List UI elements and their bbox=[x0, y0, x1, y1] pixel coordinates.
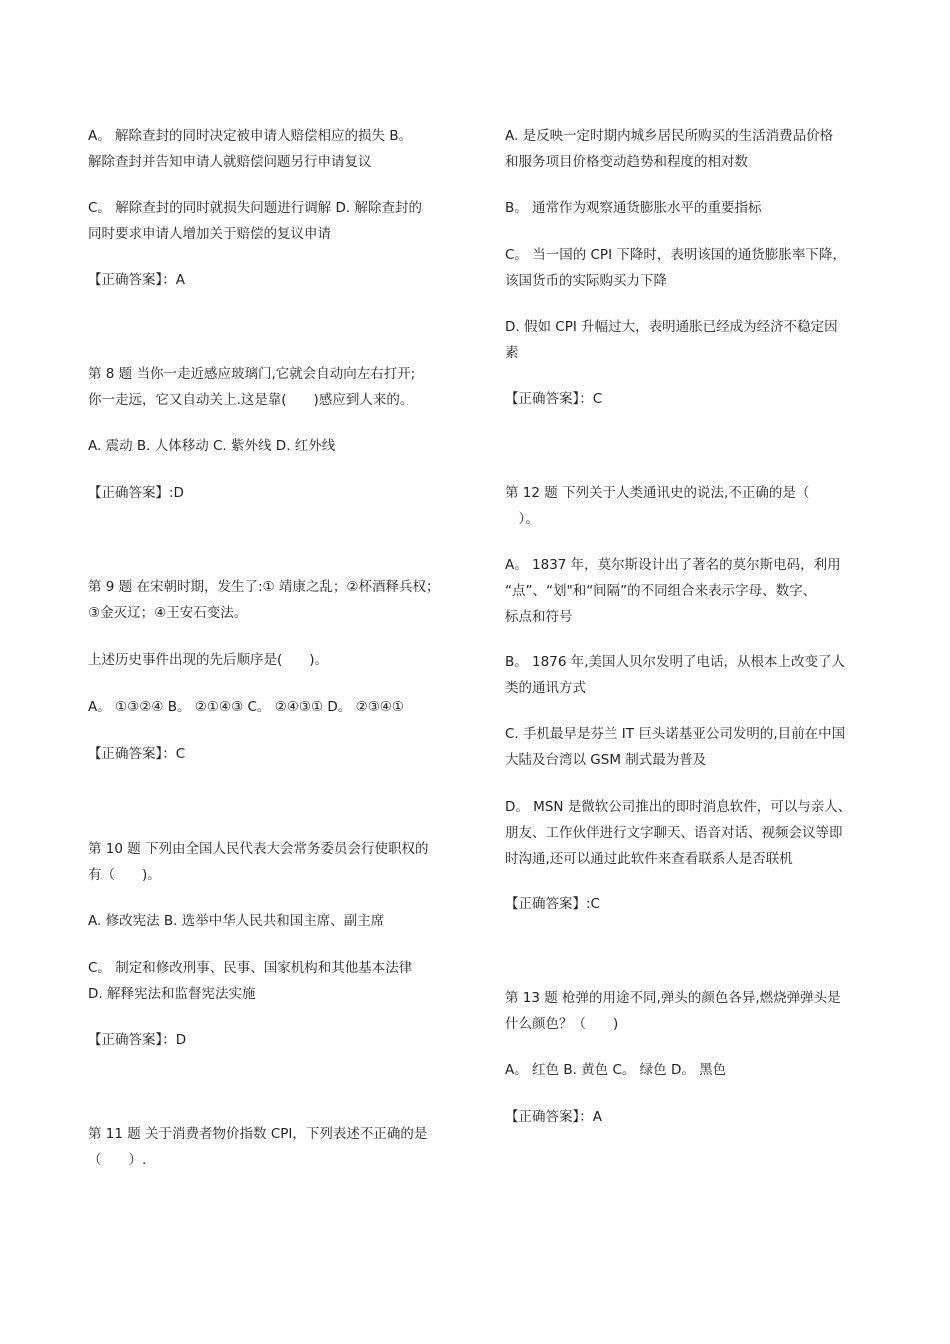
q12-question: 第 12 题 下列关于人类通讯史的说法,不正确的是（ ）。 bbox=[505, 485, 810, 527]
q12-answer: 【正确答案】:C bbox=[505, 896, 600, 912]
q9-options: A。 ①③②④ B。 ②①④③ C。 ②④③① D。 ②③④① bbox=[88, 699, 404, 715]
q9-question: 第 9 题 在宋朝时期，发生了:① 靖康之乱；②杯酒释兵权； ③金灭辽；④王安石变法。 bbox=[88, 579, 440, 621]
q11-question: 第 11 题 关于消费者物价指数 CPI，下列表述不正确的是 （ ）. bbox=[88, 1126, 428, 1168]
q10-options-ab: A. 修改宪法 B. 选举中华人民共和国主席、副主席 bbox=[88, 913, 385, 929]
q12-option-b: B。 1876 年,美国人贝尔发明了电话，从根本上改变了人 类的通讯方式 bbox=[505, 654, 845, 696]
q9-question-continued: 上述历史事件出现的先后顺序是( )。 bbox=[88, 652, 329, 668]
q8-question: 第 8 题 当你一走近感应玻璃门,它就会自动向左右打开; 你一走远，它又自动关上.这是靠( )感应到人来的。 bbox=[88, 366, 416, 408]
q11-option-a: A. 是反映一定时期内城乡居民所购买的生活消费品价格 和服务项目价格变动趋势和程度的相对数 bbox=[505, 128, 834, 170]
q13-question: 第 13 题 枪弹的用途不同,弹头的颜色各异,燃烧弹弹头是 什么颜色？（ ) bbox=[505, 990, 841, 1032]
q9-answer: 【正确答案】：C bbox=[88, 746, 186, 762]
q11-option-c: C。 当一国的 CPI 下降时，表明该国的通货膨胀率下降， 该国货币的实际购买力下降 bbox=[505, 247, 846, 289]
q10-question: 第 10 题 下列由全国人民代表大会常务委员会行使职权的 有（ )。 bbox=[88, 841, 429, 883]
q11-answer: 【正确答案】：C bbox=[505, 391, 603, 407]
q8-answer: 【正确答案】:D bbox=[88, 485, 184, 501]
q10-options-cd: C。 制定和修改刑事、民事、国家机构和其他基本法律 D. 解释宪法和监督宪法实施 bbox=[88, 960, 413, 1002]
q8-options: A. 震动 B. 人体移动 C. 紫外线 D. 红外线 bbox=[88, 438, 336, 454]
q11-option-d: D. 假如 CPI 升幅过大，表明通胀已经成为经济不稳定因 素 bbox=[505, 319, 838, 361]
q7-options-cd: C。 解除查封的同时就损失问题进行调解 D. 解除查封的 同时要求申请人增加关于赔偿的复议申请 bbox=[88, 200, 422, 242]
q7-options-ab: A。 解除查封的同时决定被申请人赔偿相应的损失 B。 解除查封并告知申请人就赔偿问题另行申请复议 bbox=[88, 128, 413, 170]
q7-answer: 【正确答案】：A bbox=[88, 272, 185, 288]
q12-option-a: A。 1837 年，莫尔斯设计出了著名的莫尔斯电码，利用 “点”、“划"和“间隔”的不同组合来表示字母、数字、 标点和符号 bbox=[505, 557, 841, 625]
q12-option-d: D。 MSN 是微软公司推出的即时消息软件，可以与亲人、 朋友、工作伙伴进行文字聊天、语音对话、视频会议等即 时沟通,还可以通过此软件来查看联系人是否联机 bbox=[505, 799, 852, 867]
q12-option-c: C. 手机最早是芬兰 IT 巨头诺基亚公司发明的,目前在中国 大陆及台湾以 GSM 制式最为普及 bbox=[505, 726, 846, 768]
q10-answer: 【正确答案】：D bbox=[88, 1032, 187, 1048]
q13-options: A。 红色 B. 黄色 C。 绿色 D。 黑色 bbox=[505, 1062, 727, 1078]
q11-option-b: B。 通常作为观察通货膨胀水平的重要指标 bbox=[505, 200, 762, 216]
q13-answer: 【正确答案】：A bbox=[505, 1109, 602, 1125]
